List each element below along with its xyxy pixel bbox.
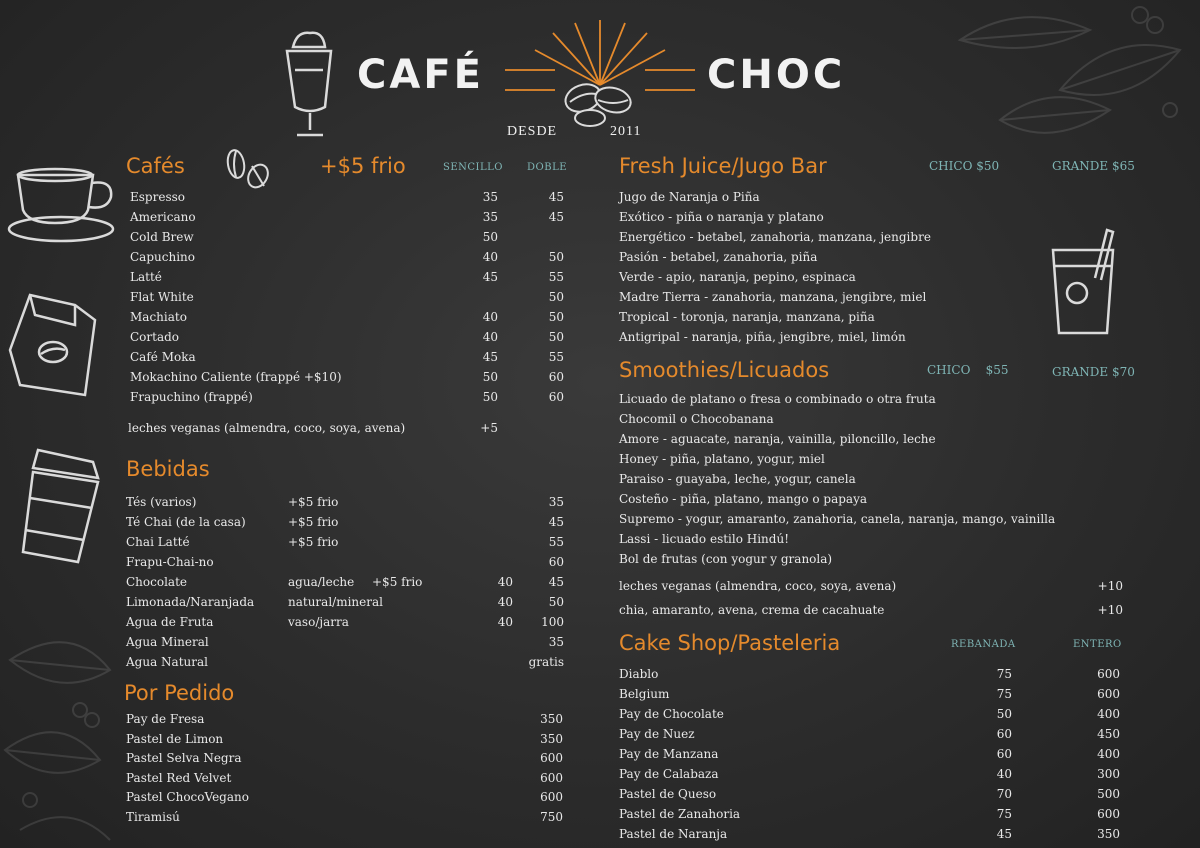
- price-small: 40: [497, 575, 513, 589]
- price: gratis: [528, 655, 564, 669]
- item-name: Diablo: [619, 667, 659, 681]
- item-name: Paraiso - guayaba, leche, yogur, canela: [619, 472, 856, 486]
- item-name: Frapuchino (frappé): [130, 390, 253, 404]
- price-sencillo: 40: [482, 250, 498, 264]
- item-name: Pastel Red Velvet: [126, 770, 232, 785]
- since-label: DESDE: [507, 124, 558, 139]
- extras-row: [0, 600, 1200, 620]
- cakes-title: Cake Shop/Pasteleria: [619, 631, 841, 655]
- price-sencillo: 35: [482, 210, 498, 224]
- item-name: Té Chai (de la casa): [126, 515, 246, 529]
- menu-row: [0, 632, 1200, 652]
- brand-name-right: CHOC: [707, 52, 846, 98]
- menu-row: [0, 207, 1200, 227]
- price-sencillo: 50: [482, 390, 498, 404]
- item-name: Pay de Manzana: [619, 747, 719, 761]
- price-entero: 600: [1097, 807, 1120, 821]
- price-rebanada: 75: [996, 687, 1012, 701]
- menu-row: [0, 664, 1200, 684]
- price: 350: [540, 712, 563, 726]
- coffee-leaves-top-right-icon: [940, 0, 1200, 150]
- price: +10: [1097, 603, 1123, 617]
- since-year: 2011: [610, 124, 642, 139]
- price-doble: 55: [548, 350, 564, 364]
- item-name: Cortado: [130, 330, 180, 344]
- item-price: +5: [480, 421, 498, 435]
- menu-row: [0, 529, 1200, 549]
- price-doble: 45: [548, 210, 564, 224]
- menu-row: [0, 724, 1200, 744]
- price-entero: 450: [1097, 727, 1120, 741]
- cafes-title: Cafés: [126, 154, 185, 178]
- price: 45: [548, 515, 564, 529]
- coffee-beans-logo-icon: [558, 70, 638, 132]
- price-entero: 400: [1097, 747, 1120, 761]
- item-name: chia, amaranto, avena, crema de cacahuate: [619, 603, 885, 617]
- cafes-col-doble: DOBLE: [527, 162, 568, 173]
- item-name: Madre Tierra - zanahoria, manzana, jengibre, miel: [619, 290, 927, 304]
- price: 60: [548, 555, 564, 569]
- item-name: Tropical - toronja, naranja, manzana, piña: [619, 310, 875, 324]
- menu-row: [0, 347, 1200, 367]
- item-name: Costeño - piña, platano, mango o papaya: [619, 492, 868, 506]
- menu-row: [0, 824, 1200, 844]
- irish-coffee-glass-icon: [275, 25, 345, 145]
- price-doble: 45: [548, 190, 564, 204]
- item-name: Agua de Fruta: [126, 615, 214, 629]
- item-name: Verde - apio, naranja, pepino, espinaca: [619, 270, 856, 284]
- item-name: Mokachino Caliente (frappé +$10): [130, 370, 342, 384]
- menu-row: [0, 764, 1200, 784]
- item-name: Americano: [130, 210, 196, 224]
- menu-row: [0, 449, 1200, 469]
- item-name: Pastel de Zanahoria: [619, 807, 741, 821]
- price-rebanada: 75: [996, 807, 1012, 821]
- juice-col-grande: GRANDE $65: [1052, 159, 1135, 173]
- menu-row: [0, 389, 1200, 409]
- juice-col-chico: CHICO $50: [929, 159, 1000, 173]
- smoothies-col-grande: GRANDE $70: [1052, 365, 1135, 379]
- cakes-col-rebanada: REBANADA: [951, 639, 1016, 650]
- item-name: Agua Mineral: [126, 635, 209, 649]
- menu-row: [0, 704, 1200, 724]
- price: 55: [548, 535, 564, 549]
- juice-title: Fresh Juice/Jugo Bar: [619, 154, 827, 178]
- item-name: Pastel de Queso: [619, 787, 717, 801]
- price-sencillo: 45: [482, 270, 498, 284]
- cafes-col-sencillo: SENCILLO: [443, 162, 503, 173]
- item-name: Lassi - licuado estilo Hindú!: [619, 532, 790, 546]
- item-name: Belgium: [619, 687, 670, 701]
- item-note: +$5 frio: [288, 535, 339, 549]
- extras-row: [0, 576, 1200, 596]
- menu-row: [0, 509, 1200, 529]
- item-name: Pay de Fresa: [126, 712, 205, 726]
- item-name: Pastel de Limon: [126, 731, 224, 746]
- price-doble: 50: [548, 290, 564, 304]
- price-sencillo: 40: [482, 330, 498, 344]
- item-name: Pastel ChocoVegano: [126, 790, 249, 804]
- item-name: leches veganas (almendra, coco, soya, avena): [128, 421, 406, 435]
- item-note: natural/mineral: [288, 595, 383, 609]
- menu-row: [0, 187, 1200, 207]
- price-entero: 300: [1097, 767, 1120, 781]
- price-rebanada: 75: [996, 667, 1012, 681]
- price: 35: [548, 495, 564, 509]
- price-entero: 350: [1097, 827, 1120, 841]
- price-rebanada: 60: [996, 747, 1012, 761]
- price-sencillo: 40: [482, 310, 498, 324]
- item-name: Limonada/Naranjada: [126, 595, 255, 609]
- menu-row: [0, 684, 1200, 704]
- price-doble: 55: [548, 270, 564, 284]
- item-name: Bol de frutas (con yogur y granola): [619, 552, 833, 566]
- menu-row: [0, 307, 1200, 327]
- item-note: agua/leche: [288, 575, 355, 589]
- price-sencillo: 35: [482, 190, 498, 204]
- smoothies-title: Smoothies/Licuados: [619, 358, 830, 382]
- menu-row: [0, 247, 1200, 267]
- price: 45: [548, 575, 564, 589]
- price-doble: 50: [548, 310, 564, 324]
- price: 350: [540, 731, 563, 746]
- item-name: Exótico - piña o naranja y platano: [619, 210, 824, 224]
- price: +10: [1097, 579, 1123, 593]
- price-rebanada: 45: [996, 827, 1012, 841]
- menu-row: [0, 804, 1200, 824]
- item-name: Flat White: [130, 290, 194, 304]
- menu-row: [0, 489, 1200, 509]
- coffee-beans-icon: [220, 146, 275, 191]
- item-name: Café Moka: [130, 350, 196, 364]
- item-name: leches veganas (almendra, coco, soya, avena): [619, 579, 897, 593]
- item-note: vaso/jarra: [288, 615, 349, 629]
- smoothies-col-chico: CHICO $55: [927, 363, 1009, 377]
- item-name: Espresso: [130, 190, 185, 204]
- pedido-title: Por Pedido: [124, 681, 235, 705]
- price: 600: [540, 790, 563, 804]
- menu-row: [0, 429, 1200, 449]
- bebidas-title: Bebidas: [126, 457, 210, 481]
- item-name: Pay de Nuez: [619, 727, 695, 741]
- juice-glass-straw-icon: [1045, 228, 1120, 340]
- item-name: Chai Latté: [126, 535, 190, 549]
- item-name: Capuchino: [130, 250, 195, 264]
- item-name: Cold Brew: [130, 230, 194, 244]
- price-sencillo: 50: [482, 230, 498, 244]
- price-entero: 600: [1097, 667, 1120, 681]
- item-name: Honey - piña, platano, yogur, miel: [619, 452, 825, 466]
- price-entero: 400: [1097, 707, 1120, 721]
- item-name: Machiato: [130, 310, 187, 324]
- price-entero: 500: [1097, 787, 1120, 801]
- price: 600: [540, 751, 563, 765]
- item-name: Pay de Chocolate: [619, 707, 724, 721]
- price-rebanada: 50: [996, 707, 1012, 721]
- item-name: Chocolate: [126, 575, 187, 589]
- item-name: Pastel de Naranja: [619, 827, 728, 841]
- menu-row: [0, 267, 1200, 287]
- item-name: Frapu-Chai-no: [126, 555, 214, 569]
- menu-row: [0, 287, 1200, 307]
- item-name: Chocomil o Chocobanana: [619, 412, 774, 426]
- price-rebanada: 70: [996, 787, 1012, 801]
- price-doble: 50: [548, 250, 564, 264]
- item-name: Pastel Selva Negra: [126, 751, 242, 765]
- item-name: Antigripal - naranja, piña, jengibre, miel, limón: [619, 330, 906, 344]
- menu-row: [0, 327, 1200, 347]
- price-small: 40: [497, 615, 513, 629]
- item-name: Pay de Calabaza: [619, 767, 719, 781]
- item-name: Agua Natural: [126, 655, 208, 669]
- price-doble: 50: [548, 330, 564, 344]
- menu-row: [0, 367, 1200, 387]
- item-name: Pasión - betabel, zanahoria, piña: [619, 250, 818, 264]
- item-note-extra: +$5 frio: [372, 575, 423, 589]
- item-name: Latté: [130, 270, 162, 284]
- price: 600: [540, 770, 563, 785]
- price: 50: [548, 595, 564, 609]
- item-name: Licuado de platano o fresa o combinado o otra fruta: [619, 392, 936, 406]
- menu-row: [0, 549, 1200, 569]
- item-name: Tés (varios): [126, 495, 197, 509]
- item-name: Amore - aguacate, naranja, vainilla, piloncillo, leche: [619, 432, 936, 446]
- menu-row: [0, 469, 1200, 489]
- price-doble: 60: [548, 390, 564, 404]
- item-name: Supremo - yogur, amaranto, zanahoria, canela, naranja, mango, vainilla: [619, 512, 1056, 526]
- price: 100: [541, 615, 564, 629]
- price-rebanada: 40: [996, 767, 1012, 781]
- price-sencillo: 50: [482, 370, 498, 384]
- price: 35: [548, 635, 564, 649]
- price-sencillo: 45: [482, 350, 498, 364]
- item-note: +$5 frio: [288, 495, 339, 509]
- item-name: Energético - betabel, zanahoria, manzana, jengibre: [619, 230, 931, 244]
- price: 750: [540, 809, 563, 824]
- cafes-cold-note: +$5 frio: [320, 154, 406, 178]
- menu-row: [0, 409, 1200, 429]
- cakes-col-entero: ENTERO: [1073, 639, 1122, 650]
- menu-row: [0, 784, 1200, 804]
- item-note: +$5 frio: [288, 515, 339, 529]
- menu-row: [0, 744, 1200, 764]
- price-rebanada: 60: [996, 727, 1012, 741]
- price-doble: 60: [548, 370, 564, 384]
- item-name: Jugo de Naranja o Piña: [619, 190, 760, 204]
- brand-name-left: CAFÉ: [357, 52, 484, 98]
- item-name: Tiramisú: [126, 809, 180, 824]
- price-small: 40: [497, 595, 513, 609]
- menu-row: [0, 227, 1200, 247]
- price-entero: 600: [1097, 687, 1120, 701]
